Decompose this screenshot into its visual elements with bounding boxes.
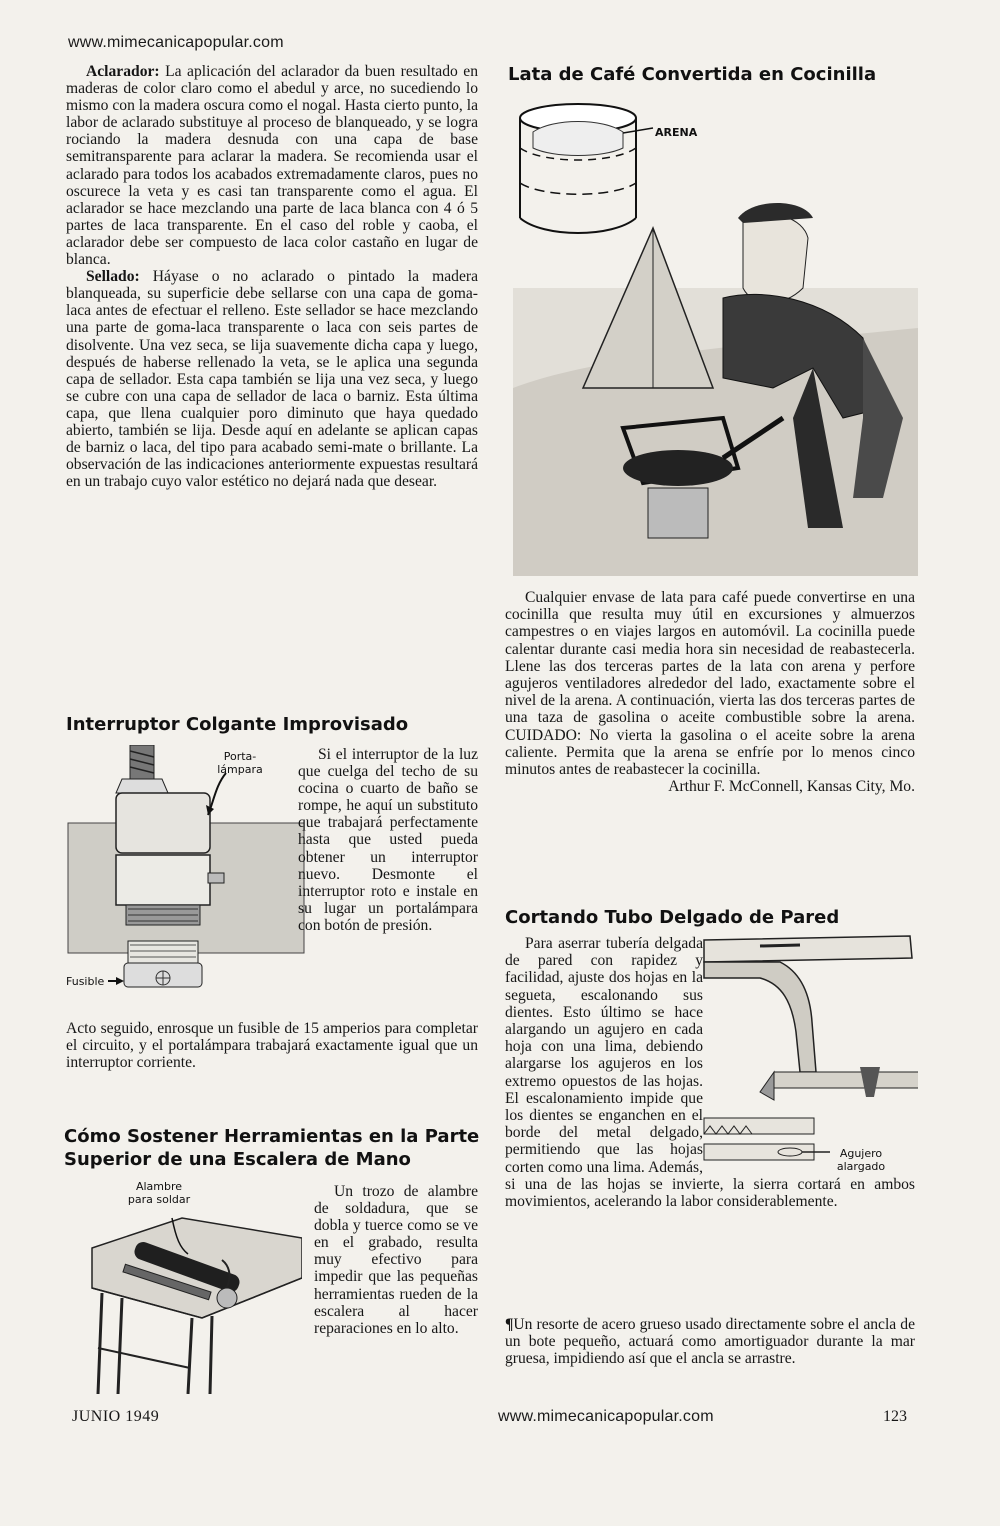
herramientas-heading-1: Cómo Sostener Herramientas en la Parte [64, 1126, 480, 1147]
tubo-text: Para aserrar tubería delgada de pared con rapidez y facilidad, ajuste dos hojas en la segueta, escalonando sus dientes. Esto último se hace alargando un agujero en cada hoja con una lima, debiendo alargarse los agujeros en los extremo opuestos de las hojas. El escalonamiento impide que los dientes se enganchen en el borde del metal delgado, permitiendo que las hojas corten como una lima. Además, si una de las hojas se invierte, la sierra cortará en ambos movimientos, acelerando la labor considerablemente. [505, 935, 915, 1211]
aclarador-title: Aclarador: [86, 63, 160, 80]
aclarador-text: La aplicación del aclarador da buen resultado en maderas de color claro como el abedul y arce, no sucediendo lo mismo con la madera oscura como el nogal. Hasta cierto punto, la labor de aclarado substituye al proceso de blanqueado, y se logra rociando la madera desnuda con una capa de base semitransparente para aclarar la madera. Se recomienda usar el aclarado para todos los acabados extremadamente claros, pues no oscurece la veta y es casi tan transparente como el agua. El aclarador se hace mezclando una parte de laca blanca con 4 ó 5 partes de laca transparente. En el caso del roble y caoba, el aclarador debe ser compuesto de laca color castaño en lugar de blanca. [66, 63, 478, 269]
tubo-heading: Cortando Tubo Delgado de Pared [505, 907, 840, 928]
ladder-illustration [62, 1208, 302, 1394]
lamp-socket-illustration [66, 745, 306, 1010]
article-aclarador-sellado [66, 63, 478, 490]
site-url-top: www.mimecanicapopular.com [68, 34, 284, 51]
interruptor-text-full: Acto seguido, enrosque un fusible de 15 amperios para completar el circuito, y el portalámpara trabajará exactamente igual que un interruptor corriente. [66, 1020, 478, 1072]
cocinilla-author: Arthur F. McConnell, Kansas City, Mo. [668, 778, 915, 796]
sellado-text: Háyase o no aclarado o pintado la madera blanqueada, su superficie debe sellarse con una capa de goma-laca antes de efectuar el relleno. Este sellador se hace mezclando una parte de goma-laca transparente o laca con seis partes de disolvente. Una vez seca, se lija suavemente dicha capa y luego, después de haberse rellenado la veta, se le aplica una segunda capa de sellador. Esta capa también se lija una vez seca, y luego se cubre con una capa de sellador de laca o barniz. Esta última capa, que llena cualquier poro diminuto que haya quedado abierto, también se lija. Desde aquí en adelante se aplican capas de barniz o laca, del tipo para acabado semi-mate o brillante. La observación de las indicaciones anteriormente expuestas resultará en un trabajo cuyo valor estético no dejará nada que desear. [66, 268, 478, 491]
camping-stove-illustration [513, 88, 918, 576]
interruptor-heading: Interruptor Colgante Improvisado [66, 714, 409, 735]
cocinilla-text: Cualquier envase de lata para café puede convertirse en una cocinilla que resulta muy útil en excursiones y almuerzos campestres o en viajes largos en automóvil. La cocinilla puede calentar durante casi media hora sin necesidad de reabastecerla. Llene las dos terceras partes de la lata con arena y perfore agujeros ventiladores alrededor del lado, exactamente sobre el nivel de la arena. A continuación, vierta las dos terceras partes de una taza de gasolina o aceite combustible sobre la arena. CUIDADO: No vierta la gasolina o el aceite sobre la arena caliente. Permita que la arena se enfríe por lo menos cinco minutos antes de reabastecer la cocinilla. Arthur F. McConnell, Kansas City, Mo. [505, 589, 915, 796]
resorte-section [505, 1316, 915, 1368]
label-arena: ARENA [655, 126, 698, 139]
label-agujero: Agujero alargado [836, 1147, 886, 1173]
label-portalampara: Porta- lámpara [217, 750, 263, 776]
label-fusible: Fusible [66, 975, 105, 988]
label-alambre: Alambre para soldar [127, 1180, 191, 1206]
footer-date: JUNIO 1949 [72, 1408, 160, 1425]
interruptor-text-narrow: Si el interruptor de la luz que cuelga del techo de su cocina o cuarto de baño se rompe, he aquí un substituto que trabajará perfectamente hasta que usted pueda obtener un interruptor nuevo. Desmonte el interruptor roto e instale en su lugar un portalámpara con botón de presión. [298, 746, 478, 934]
figure-float [703, 935, 915, 1175]
resorte-text: Un resorte de acero grueso usado directamente sobre el ancla de un bote pequeño, actuará como amortiguador durante la mar gruesa, impidiendo así que el ancla se arrastre. [505, 1316, 915, 1368]
herramientas-text: Un trozo de alambre de soldadura, que se dobla y tuerce como se ve en el grabado, resulta muy efectivo para impedir que las pequeñas herramientas rueden de la escalera al hacer reparaciones en lo alto. [314, 1183, 478, 1337]
herramientas-heading-2: Superior de una Escalera de Mano [64, 1149, 411, 1170]
sellado-title: Sellado: [86, 268, 140, 286]
site-url-bottom: www.mimecanicapopular.com [498, 1408, 714, 1425]
paragraph-mark-icon: ¶ [505, 1316, 514, 1333]
page-number: 123 [883, 1408, 907, 1425]
cocinilla-heading: Lata de Café Convertida en Cocinilla [508, 64, 877, 85]
